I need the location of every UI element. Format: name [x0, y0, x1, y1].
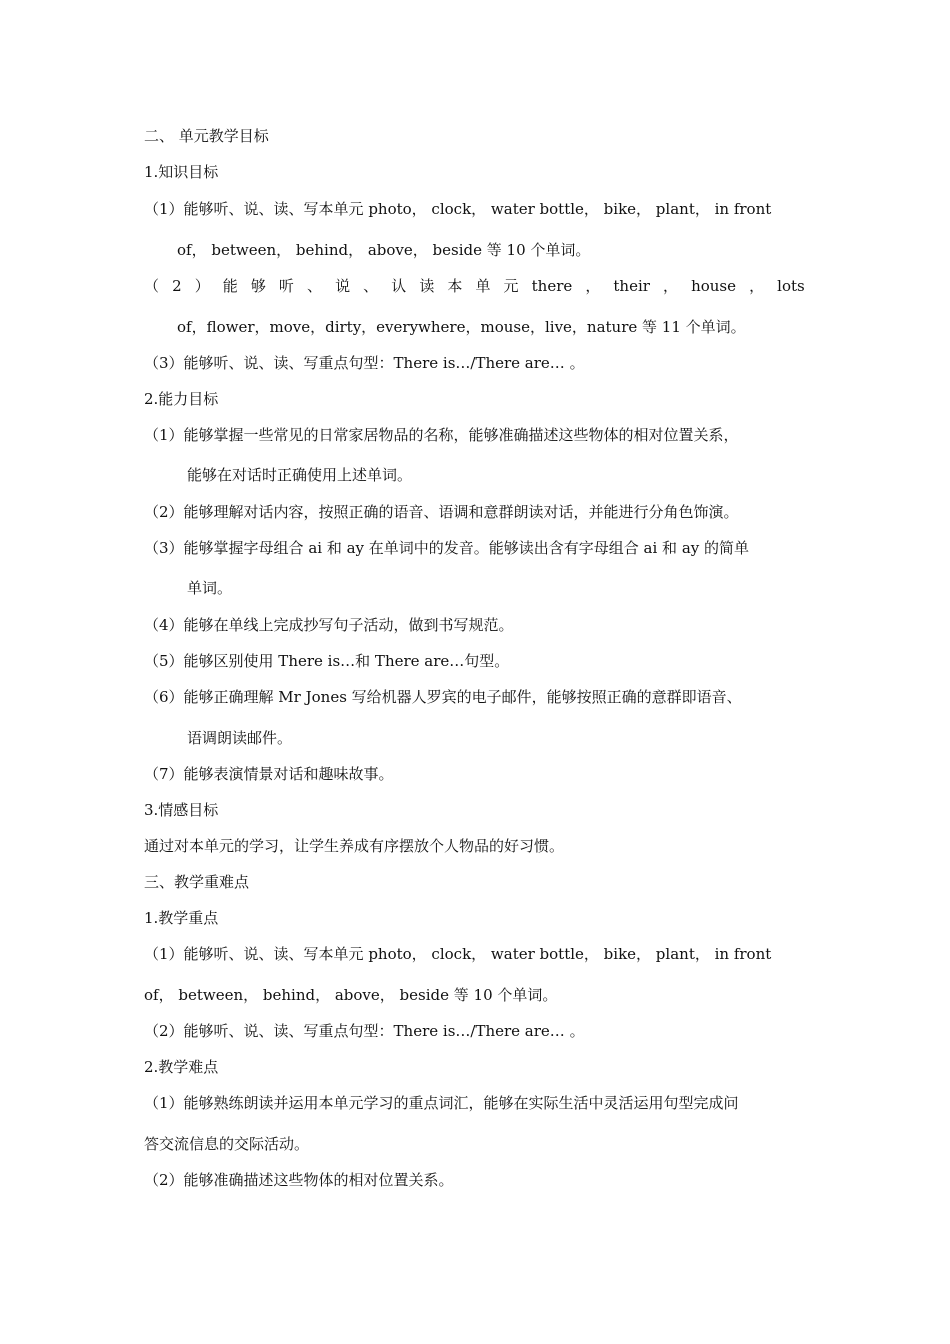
text-token: 、 [307, 277, 323, 295]
paragraph: of， between， behind， above， beside 等 10 个单词。 [177, 241, 591, 259]
text-token: 2 [172, 277, 182, 295]
paragraph: （1）能够掌握一些常见的日常家居物品的名称，能够准确描述这些物体的相对位置关系， [144, 426, 739, 444]
section-heading: 二、 单元教学目标 [144, 127, 269, 145]
paragraph: （7）能够表演情景对话和趣味故事。 [144, 765, 394, 783]
paragraph: （6）能够正确理解 Mr Jones 写给机器人罗宾的电子邮件，能够按照正确的意群即语音、 [144, 688, 742, 706]
paragraph: （5）能够区别使用 There is…和 There are…句型。 [144, 652, 510, 670]
text-token: 能 [222, 277, 238, 295]
text-token: 说 [335, 277, 351, 295]
paragraph: （1）能够熟练朗读并运用本单元学习的重点词汇，能够在实际生活中灵活运用句型完成问 [144, 1094, 739, 1112]
paragraph: （4）能够在单线上完成抄写句子活动，做到书写规范。 [144, 616, 514, 634]
text-token: 元 [503, 277, 519, 295]
text-token: ） [194, 277, 210, 295]
subsection-heading: 2.能力目标 [144, 390, 219, 408]
text-token: lots [777, 277, 805, 295]
paragraph: （1）能够听、说、读、写本单元 photo， clock， water bottle， bike， plant， in front [144, 200, 772, 218]
paragraph: of， between， behind， above， beside 等 10 个单词。 [144, 986, 558, 1004]
paragraph: 能够在对话时正确使用上述单词。 [187, 466, 413, 484]
text-token: ， [663, 277, 679, 295]
text-token: 认 [391, 277, 407, 295]
text-token: ， [585, 277, 601, 295]
section-heading: 三、教学重难点 [144, 873, 250, 891]
text-token: ， [749, 277, 765, 295]
text-token: （ [144, 277, 160, 295]
text-token: house [691, 277, 737, 295]
subsection-heading: 2.教学难点 [144, 1058, 219, 1076]
paragraph: （2）能够准确描述这些物体的相对位置关系。 [144, 1171, 454, 1189]
paragraph: （2）能够理解对话内容，按照正确的语音、语调和意群朗读对话，并能进行分角色饰演。 [144, 503, 739, 521]
subsection-heading: 3.情感目标 [144, 801, 219, 819]
paragraph: 通过对本单元的学习，让学生养成有序摆放个人物品的好习惯。 [144, 837, 565, 855]
paragraph: （3）能够听、说、读、写重点句型：There is…/There are… 。 [144, 354, 585, 372]
paragraph: （3）能够掌握字母组合 ai 和 ay 在单词中的发音。能够读出含有字母组合 ai 和 ay 的简单 [144, 539, 750, 557]
paragraph: 语调朗读邮件。 [187, 729, 293, 747]
paragraph: 答交流信息的交际活动。 [144, 1135, 310, 1153]
text-token: 够 [250, 277, 266, 295]
justified-paragraph [144, 276, 805, 296]
text-token: there [531, 277, 573, 295]
text-token: 听 [278, 277, 294, 295]
text-token: 读 [419, 277, 435, 295]
subsection-heading: 1.知识目标 [144, 163, 219, 181]
text-token: 单 [475, 277, 491, 295]
text-token: their [613, 277, 650, 295]
subsection-heading: 1.教学重点 [144, 909, 219, 927]
paragraph: 单词。 [187, 579, 233, 597]
paragraph: （1）能够听、说、读、写本单元 photo， clock， water bottle， bike， plant， in front [144, 945, 772, 963]
paragraph: （2）能够听、说、读、写重点句型：There is…/There are… 。 [144, 1022, 585, 1040]
text-token: 本 [447, 277, 463, 295]
text-token: 、 [363, 277, 379, 295]
paragraph: of，flower，move，dirty，everywhere，mouse，live，nature 等 11 个单词。 [177, 318, 746, 336]
